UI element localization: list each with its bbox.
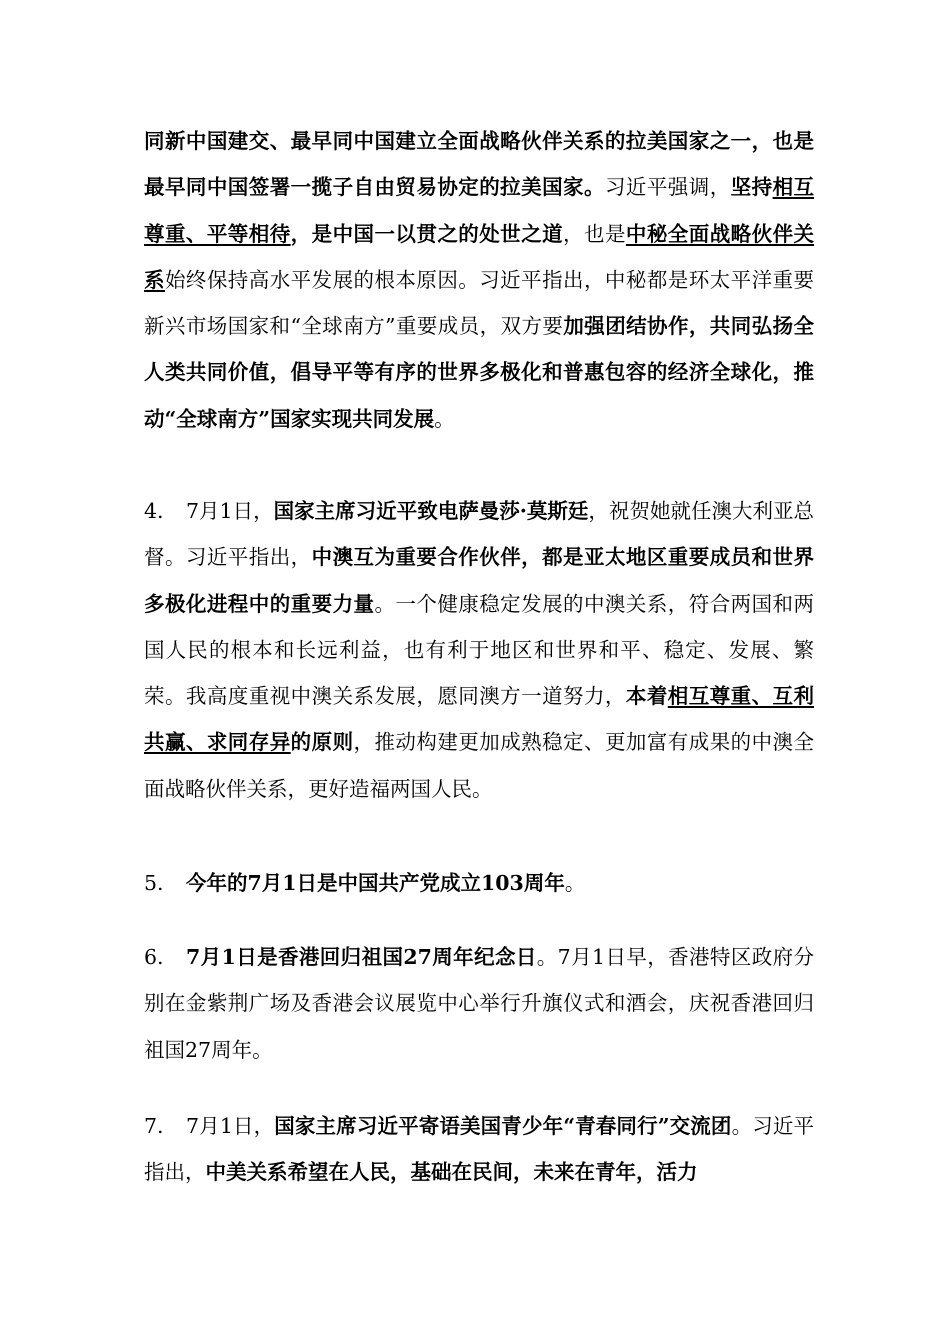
text-bold: 今年的7月1日是中国共产党成立103周年: [186, 871, 565, 895]
text-bold: ，是中国一以贯之的处世之道: [290, 221, 564, 246]
text-bold: 同新中国建交、最早同中国建立全面战略伙伴关系的拉美国家之一，也是最早同中国签署一揽子自由贸易协定的拉美国家。: [144, 129, 814, 200]
item-number: 4.: [144, 499, 164, 523]
text-normal: 。: [564, 871, 586, 895]
text-normal: 。: [434, 406, 455, 431]
text-normal: 7月1日，: [186, 1114, 275, 1138]
paragraph-item-4: [144, 488, 814, 812]
paragraph-item-5: [144, 860, 814, 906]
text-bold: 加强团结协作，共同弘扬全人类共同价值，倡导平等有序的世界多极化和普惠包容的经济全球化，推动“全球南方”国家实现共同发展: [144, 314, 814, 431]
text-bold: 7月1日是香港回归祖国27周年纪念日: [186, 945, 537, 969]
item-number: 7.: [144, 1114, 164, 1138]
text-bold: 国家主席习近平寄语美国青少年“青春同行”交流团: [274, 1114, 732, 1138]
text-bold-underline: 相互尊重、平等相待: [144, 175, 815, 246]
text-normal: 。7月1日早，香港特区政府分别在金紫荆广场及香港会议展览中心举行升旗仪式和酒会，庆祝香港回归祖国27周年。: [144, 945, 814, 1062]
text-bold: 中澳互为重要合作伙伴，都是亚太地区重要成员和世界多极化进程中的重要力量: [144, 545, 815, 616]
text-bold: 的原则: [290, 730, 354, 755]
text-normal: ，推动构建更加成熟稳定、更加富有成果的中澳全面战略伙伴关系，更好造福两国人民。: [144, 730, 815, 801]
text-normal: 始终保持高水平发展的根本原因。习近平指出，中秘都是环太平洋重要新兴市场国家和“全球南方”重要成员，双方要: [144, 267, 814, 339]
item-number: 6.: [144, 945, 164, 969]
text-normal: 习近平强调，: [604, 175, 731, 200]
text-bold-underline: 中秘全面战略伙伴关系: [144, 221, 815, 292]
text-normal: 。一个健康稳定发展的中澳关系，符合两国和两国人民的根本和长远利益，也有利于地区和世界和平、稳定、发展、繁荣。我高度重视中澳关系发展，愿同澳方一道努力，: [144, 591, 814, 709]
text-bold: 坚持: [730, 175, 773, 200]
text-bold: 本着: [625, 684, 668, 709]
item-number: 5.: [144, 871, 164, 895]
text-normal: 7月1日，: [186, 499, 274, 523]
paragraph-peru: [144, 118, 814, 442]
text-bold-underline: 相互尊重、互利共赢、求同存异: [144, 684, 815, 755]
paragraph-item-7: [144, 1103, 814, 1196]
text-bold: 国家主席习近平致电萨曼莎·莫斯廷: [273, 499, 589, 523]
text-normal: ，祝贺她就任澳大利亚总督。习近平指出，: [144, 499, 815, 570]
text-normal: ，也是: [563, 221, 626, 246]
text-bold: 中美关系希望在人民，基础在民间，未来在青年，活力: [205, 1160, 698, 1185]
text-normal: 。习近平指出，: [144, 1114, 814, 1185]
paragraph-item-6: [144, 934, 814, 1073]
